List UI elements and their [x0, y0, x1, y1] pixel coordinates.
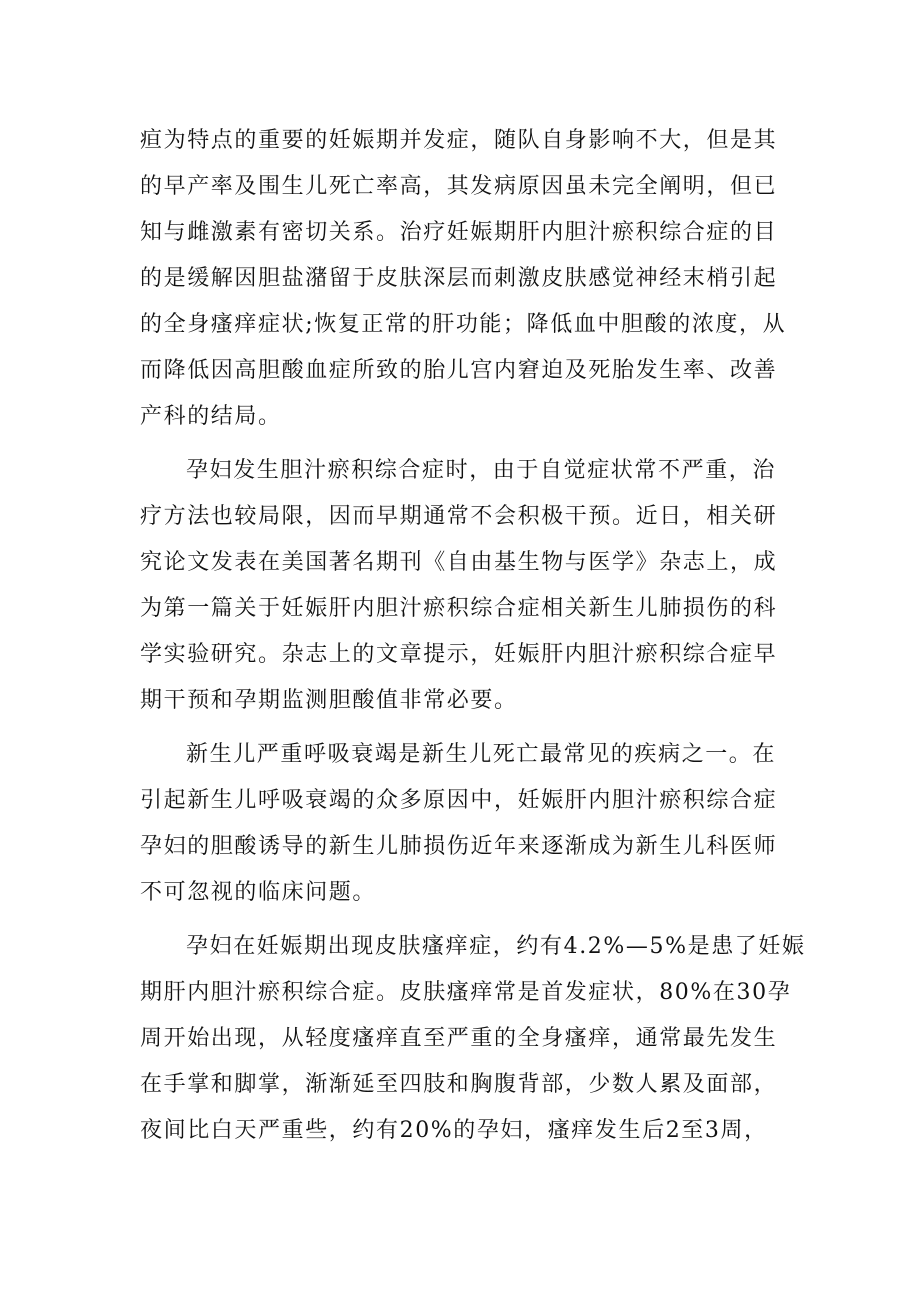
paragraph-line: 在手掌和脚掌，渐渐延至四肢和胸腹背部，少数人累及面部， — [140, 1072, 778, 1097]
paragraph-line: 不可忽视的临床问题。 — [140, 880, 377, 905]
paragraph-3 — [140, 732, 790, 916]
document-body — [140, 118, 806, 1154]
paragraph-2 — [140, 448, 790, 724]
paragraph-1 — [140, 118, 790, 440]
paragraph-line: 疗方法也较局限，因而早期通常不会积极干预。近日，相关研 — [140, 504, 778, 529]
paragraph-line: 周开始出现，从轻度瘙痒直至严重的全身瘙痒，通常最先发生 — [140, 1026, 778, 1051]
paragraph-gap — [140, 916, 790, 924]
paragraph-line: 学实验研究。杂志上的文章提示，妊娠肝内胆汁瘀积综合症早 — [140, 642, 778, 667]
paragraph-line: 究论文发表在美国著名期刊《自由基生物与医学》杂志上，成 — [140, 550, 778, 575]
paragraph-4 — [140, 924, 806, 1154]
paragraph-line: 孕妇的胆酸诱导的新生儿肺损伤近年来逐渐成为新生儿科医师 — [140, 834, 778, 859]
paragraph-line: 产科的结局。 — [140, 404, 282, 429]
paragraph-gap — [140, 724, 790, 732]
paragraph-line: 为第一篇关于妊娠肝内胆汁瘀积综合症相关新生儿肺损伤的科 — [140, 596, 778, 621]
paragraph-line: 引起新生儿呼吸衰竭的众多原因中，妊娠肝内胆汁瘀积综合症 — [140, 788, 778, 813]
paragraph-line: 的是缓解因胆盐潴留于皮肤深层而刺激皮肤感觉神经末梢引起 — [140, 266, 778, 291]
paragraph-gap — [140, 440, 790, 448]
paragraph-line: 疸为特点的重要的妊娠期并发症，随队自身影响不大，但是其 — [140, 128, 778, 153]
paragraph-line: 孕妇发生胆汁瘀积综合症时，由于自觉症状常不严重，治 — [186, 458, 777, 483]
paragraph-line: 新生儿严重呼吸衰竭是新生儿死亡最常见的疾病之一。在 — [186, 742, 777, 767]
paragraph-line: 孕妇在妊娠期出现皮肤瘙痒症，约有4.2%—5%是患了妊娠 — [186, 934, 806, 959]
paragraph-line: 夜间比白天严重些，约有20%的孕妇，瘙痒发生后2至3周， — [140, 1118, 768, 1143]
paragraph-line: 的早产率及围生儿死亡率高，其发病原因虽未完全阐明，但已 — [140, 174, 778, 199]
paragraph-line: 的全身瘙痒症状;恢复正常的肝功能；降低血中胆酸的浓度，从 — [140, 312, 787, 337]
paragraph-line: 期肝内胆汁瘀积综合症。皮肤瘙痒常是首发症状，80%在30孕 — [140, 980, 792, 1005]
paragraph-line: 期干预和孕期监测胆酸值非常必要。 — [140, 688, 518, 713]
paragraph-line: 而降低因高胆酸血症所致的胎儿宫内窘迫及死胎发生率、改善 — [140, 358, 778, 383]
paragraph-line: 知与雌激素有密切关系。治疗妊娠期肝内胆汁瘀积综合症的目 — [140, 220, 778, 245]
